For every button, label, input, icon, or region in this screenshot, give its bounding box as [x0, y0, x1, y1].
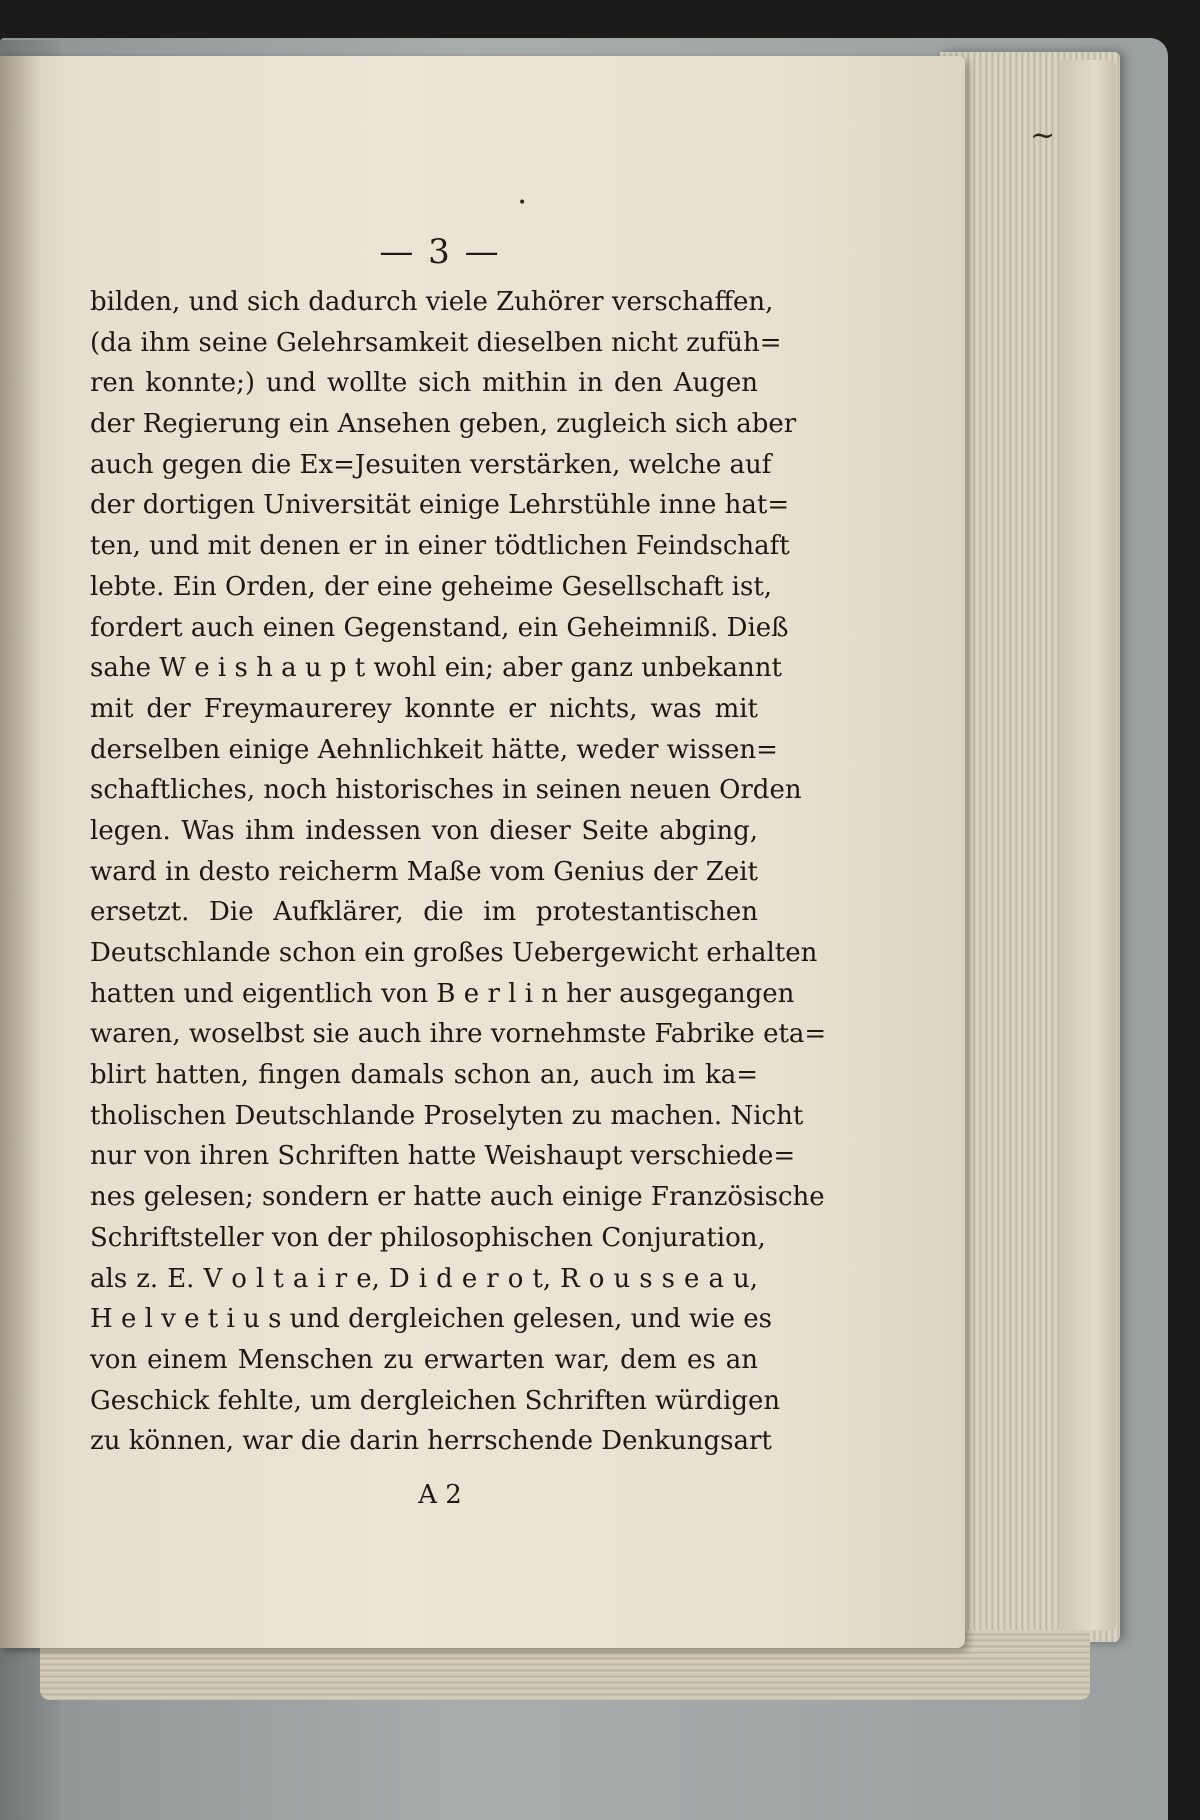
text-line: ren konnte;) und wollte sich mithin in den Augen — [90, 368, 758, 399]
text-line: (da ihm seine Gelehrsamkeit dieselben nicht zufüh= — [90, 327, 782, 358]
text-line: der dortigen Universität einige Lehrstühle inne hat= — [90, 490, 790, 521]
text-line: bilden, und sich dadurch viele Zuhörer verschaffen, — [90, 287, 774, 317]
text-line: auch gegen die Ex=Jesuiten verstärken, welche auf — [90, 449, 772, 480]
text-line: lebte. Ein Orden, der eine geheime Gesellschaft ist, — [90, 571, 773, 602]
text-line: Geschick fehlte, um dergleichen Schriften würdigen — [90, 1385, 781, 1416]
text-line: derselben einige Aehnlichkeit hätte, weder wissen= — [90, 734, 778, 765]
text-line: ersetzt. Die Aufklärer, die im protestantischen — [90, 897, 758, 928]
text-line: ten, und mit denen er in einer tödtlichen Feindschaft — [90, 531, 790, 562]
body-text — [90, 282, 827, 1462]
signature-mark: A 2 — [418, 1480, 462, 1510]
gutter-shadow — [0, 56, 40, 1648]
text-line: H e l v e t i u s und dergleichen gelesen, und wie es — [90, 1304, 772, 1335]
text-line: nes gelesen; sondern er hatte auch einige Französische — [90, 1182, 825, 1213]
page-block-fore-edge — [1060, 60, 1116, 1630]
text-line: ward in desto reicherm Maße vom Genius der Zeit — [90, 856, 758, 887]
text-line: der Regierung ein Ansehen geben, zugleich sich aber — [90, 409, 797, 440]
text-line: nur von ihren Schriften hatte Weishaupt verschiede= — [90, 1141, 796, 1172]
text-line: als z. E. V o l t a i r e, D i d e r o t, R o u s s e a u, — [90, 1263, 758, 1294]
text-line: waren, woselbst sie auch ihre vornehmste Fabrike eta= — [90, 1019, 827, 1050]
text-line: Schriftsteller von der philosophischen Conjuration, — [90, 1222, 766, 1253]
pencil-mark: ~ — [1030, 118, 1056, 153]
text-line: von einem Menschen zu erwarten war, dem es an — [90, 1344, 758, 1375]
text-line: schaftliches, noch historisches in seinen neuen Orden — [90, 775, 802, 806]
ink-speck: • — [518, 195, 527, 211]
text-line: sahe W e i s h a u p t wohl ein; aber ganz unbekannt — [90, 653, 782, 684]
text-line: tholischen Deutschlande Proselyten zu machen. Nicht — [90, 1100, 804, 1131]
text-line: mit der Freymaurerey konnte er nichts, was mit — [90, 693, 758, 724]
text-line: zu können, war die darin herrschende Denkungsart — [90, 1426, 772, 1457]
text-line: legen. Was ihm indessen von dieser Seite abging, — [90, 815, 758, 846]
page-number-header: — 3 — — [379, 232, 501, 272]
text-line: fordert auch einen Gegenstand, ein Geheimniß. Dieß — [90, 612, 789, 643]
text-line: hatten und eigentlich von B e r l i n her ausgegangen — [90, 978, 795, 1009]
text-line: blirt hatten, fingen damals schon an, auch im ka= — [90, 1060, 758, 1091]
text-line: Deutschlande schon ein großes Uebergewicht erhalten — [90, 938, 818, 968]
